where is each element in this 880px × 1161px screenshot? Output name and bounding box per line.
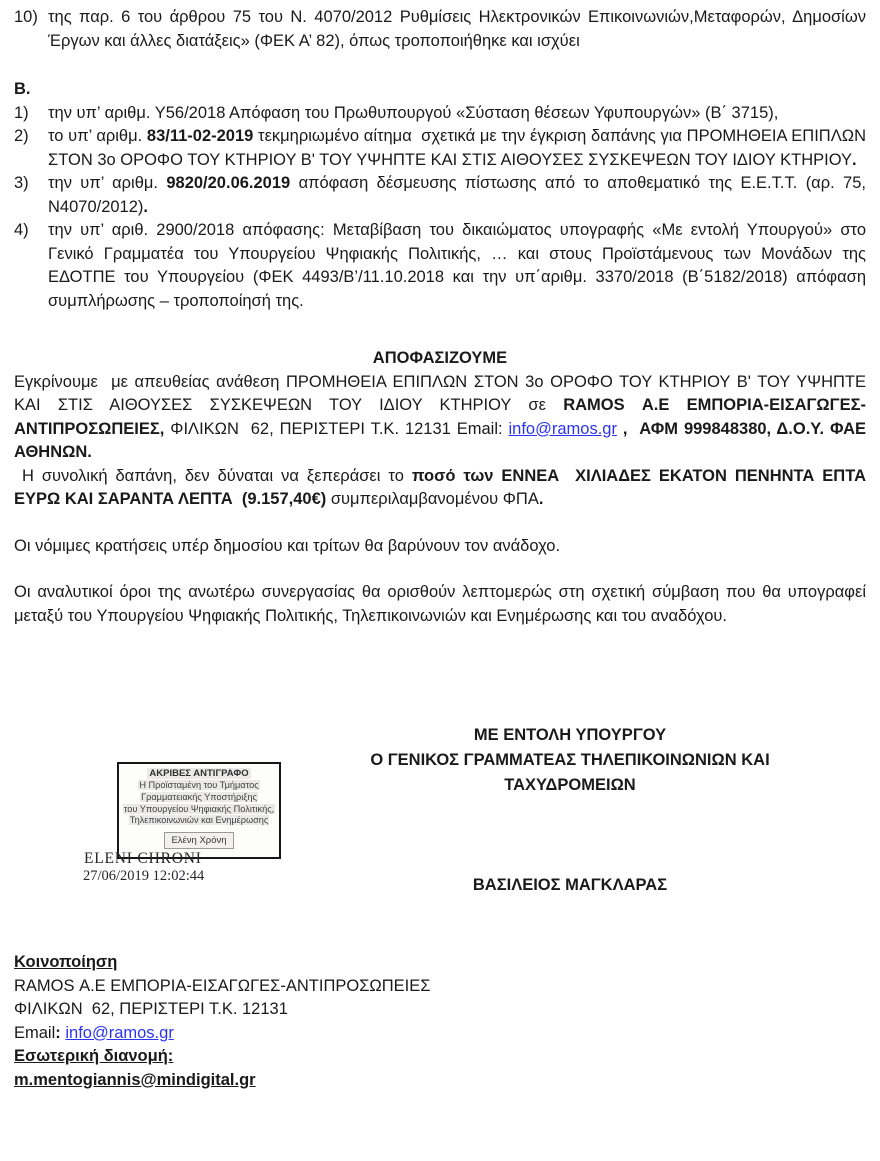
text-run: συμπεριλαμβανομένου ΦΠΑ xyxy=(326,490,539,508)
text-run: την υπ’ αριθμ. xyxy=(48,174,167,192)
text-run: Η συνολική δαπάνη, δεν δύναται να ξεπεράσει το xyxy=(14,466,412,485)
stamp-lines xyxy=(122,780,276,827)
text-run: Οι αναλυτικοί όροι της ανωτέρω συνεργασίας θα ορισθούν λεπτομερώς στη σχετική σύμβαση που θα υπογραφεί μεταξύ του Υπουργείου Ψηφιακής Πολιτικής, Τηλεπικοινωνιών και Ενημέρωσης και του αναδόχου. xyxy=(14,583,871,625)
text-run: : xyxy=(55,1023,66,1042)
text-run: . xyxy=(852,150,857,169)
text-run: Email xyxy=(14,1023,56,1042)
footer-company-address xyxy=(14,998,430,1022)
list-item xyxy=(14,125,871,172)
list-item-text xyxy=(48,6,871,53)
list-item-number: 3) xyxy=(14,174,29,192)
text-run: Κοινοποίηση xyxy=(14,953,118,971)
section-b-label: Β. xyxy=(14,80,31,98)
footer-internal-email xyxy=(14,1069,430,1093)
paragraph-total-cost xyxy=(14,465,876,512)
decision-heading: ΑΠΟΦΑΣΙΖΟΥΜΕ xyxy=(372,349,508,367)
footer-company-email xyxy=(14,1022,430,1046)
paragraph-deductions xyxy=(14,535,866,559)
stamp-line: του Υπουργείου Ψηφιακής Πολιτικής, xyxy=(123,803,275,814)
paragraph-award xyxy=(14,371,871,465)
text-run: τεκμηριωμένο αίτημα σχετικά με την έγκριση δαπάνης για ΠΡΟΜΗΘΕΙΑ ΕΠΙΠΛΩΝ ΣΤΟΝ 3ο ΟΡΟΦΟ ΤΟΥ ΚΤΗΡΙΟΥ Β' ΤΟΥ ΥΨΗΠΤΕ ΚΑΙ ΣΤΙΣ ΑΙΘΟΥΣΕΣ ΣΥΣΚΕΨΕΩΝ ΤΟΥ ΙΔΙΟΥ ΚΤΗΡΙΟΥ xyxy=(48,127,871,169)
certification-timestamp: 27/06/2019 12:02:44 xyxy=(83,868,205,884)
text-run: Εγκρίνουμε με απευθείας ανάθεση ΠΡΟΜΗΘΕΙΑ ΕΠΙΠΛΩΝ ΣΤΟΝ 3ο ΟΡΟΦΟ ΤΟΥ ΚΤΗΡΙΟΥ Β' ΤΟΥ ΥΨΗΠΤΕ ΚΑΙ ΣΤΙΣ ΑΙΘΟΥΣΕΣ ΣΥΣΚΕΨΕΩΝ ΤΟΥ ΙΔΙΟΥ ΚΤΗΡΙΟΥ σε xyxy=(14,372,871,414)
text-run: ΦΙΛΙΚΩΝ 62, ΠΕΡΙΣΤΕΡΙ Τ.Κ. 12131 xyxy=(14,1000,288,1018)
signature-order-line: ΜΕ ΕΝΤΟΛΗ ΥΠΟΥΡΓΟΥ xyxy=(473,726,667,744)
text-run: ΑΦΜ 999848380, Δ.Ο.Υ. ΦΑΕ ΑΘΗΝΩΝ. xyxy=(14,419,870,461)
text-run: . xyxy=(143,197,149,216)
list-section-b xyxy=(14,102,871,314)
stamp-signer-name: Ελένη Χρόνη xyxy=(164,832,233,849)
signature-name: ΒΑΣΙΛΕΙΟΣ ΜΑΓΚΛΑΡΑΣ xyxy=(472,876,668,894)
text-run: RAMOS Α.Ε ΕΜΠΟΡΙΑ-ΕΙΣΑΓΩΓΕΣ-ΑΝΤΙΠΡΟΣΩΠΕΙΕΣ, xyxy=(14,396,866,438)
text-run: ποσό των ΕΝΝΕΑ ΧΙΛΙΑΔΕΣ ΕΚΑΤΟΝ ΠΕΝΗΝΤΑ ΕΠΤΑ ΕΥΡΩ ΚΑΙ ΣΑΡΑΝΤΑ ΛΕΠΤΑ (9.157,40€) xyxy=(14,466,876,508)
stamp-title: ΑΚΡΙΒΕΣ ΑΝΤΙΓΡΑΦΟ xyxy=(149,768,249,779)
text-run: 9820/20.06.2019 xyxy=(166,174,291,192)
email-link[interactable]: info@ramos.gr xyxy=(508,419,617,438)
list-item xyxy=(14,6,871,53)
list-item xyxy=(14,219,871,313)
list-section-a xyxy=(14,6,871,53)
list-item xyxy=(14,172,871,219)
list-item-text xyxy=(48,125,871,172)
text-run: Εσωτερική διανομή: xyxy=(14,1047,174,1065)
footer-notification-heading xyxy=(14,951,430,975)
certified-copy-stamp xyxy=(117,762,281,859)
text-run: Οι νόμιμες κρατήσεις υπέρ δημοσίου και τρίτων θα βαρύνουν τον ανάδοχο. xyxy=(14,536,561,555)
stamp-line: Τηλεπικοινωνιών και Ενημέρωσης xyxy=(129,815,269,826)
text-run: την υπ’ αριθμ. Υ56/2018 Απόφαση του Πρωθυπουργού «Σύσταση θέσεων Υφυπουργών» (Β΄ 3715), xyxy=(48,103,779,122)
list-item-text xyxy=(48,102,866,126)
footer-distribution xyxy=(14,951,430,1092)
footer-internal-distribution-heading xyxy=(14,1045,430,1069)
list-item-number: 10) xyxy=(14,8,38,26)
paragraph-contract-terms xyxy=(14,581,871,628)
text-run: , xyxy=(616,419,640,438)
text-run: απόφαση δέσμευσης πίστωσης από το αποθεματικό της Ε.Ε.Τ.Τ. (αρ. 75, Ν4070/2012) xyxy=(48,174,871,216)
certifier-name: ELENI CHRONI xyxy=(84,850,202,867)
list-item-number: 4) xyxy=(14,221,29,239)
text-run: την υπ’ αριθ. 2900/2018 απόφασης: Μεταβίβαση του δικαιώματος υπογραφής «Με εντολή Υπουργού» στο Γενικό Γραμματέα του Υπουργείου Ψηφιακής Πολιτικής, … και στους Προϊστάμενους των Μονάδων της ΕΔΟΤΠΕ του Υπουργείου (ΦΕΚ 4493/Β’/11.10.2018 και την υπ΄αριθμ. 3370/2018 (Β΄5182/2018) απόφαση συμπλήρωσης – τροποποίησή της. xyxy=(48,221,871,310)
text-run: ΦΙΛΙΚΩΝ 62, ΠΕΡΙΣΤΕΡΙ Τ.Κ. 12131 Email: xyxy=(164,419,509,438)
list-item-text xyxy=(48,172,871,219)
signature-block xyxy=(350,723,790,798)
text-run: . xyxy=(538,490,544,508)
list-item xyxy=(14,102,866,126)
list-item-number: 1) xyxy=(14,103,29,122)
stamp-line: Η Προϊσταμένη του Τμήματος xyxy=(139,780,259,790)
list-item-text xyxy=(48,219,871,313)
text-run: της παρ. 6 του άρθρου 75 του Ν. 4070/2012 Ρυθμίσεις Ηλεκτρονικών Επικοινωνιών,Μεταφορών, Δημοσίων Έργων και άλλες διατάξεις» (ΦΕΚ Α’ 82), όπως τροποποιήθηκε και ισχύει xyxy=(48,8,871,50)
text-run: 83/11-02-2019 xyxy=(146,127,254,145)
text-run: RAMOS Α.Ε ΕΜΠΟΡΙΑ-ΕΙΣΑΓΩΓΕΣ-ΑΝΤΙΠΡΟΣΩΠΕΙΕΣ xyxy=(14,976,431,995)
text-run: m.mentogiannis@mindigital.gr xyxy=(14,1070,256,1089)
email-link[interactable]: info@ramos.gr xyxy=(65,1023,174,1042)
list-item-number: 2) xyxy=(14,127,29,145)
footer-company-name xyxy=(14,975,430,999)
signature-title-line: Ο ΓΕΝΙΚΟΣ ΓΡΑΜΜΑΤΕΑΣ ΤΗΛΕΠΙΚΟΙΝΩΝΙΩΝ ΚΑΙ ΤΑΧΥΔΡΟΜΕΙΩΝ xyxy=(370,751,770,794)
text-run: το υπ’ αριθμ. xyxy=(48,127,147,145)
stamp-line: Γραμματειακής Υποστήριξης xyxy=(141,791,257,802)
